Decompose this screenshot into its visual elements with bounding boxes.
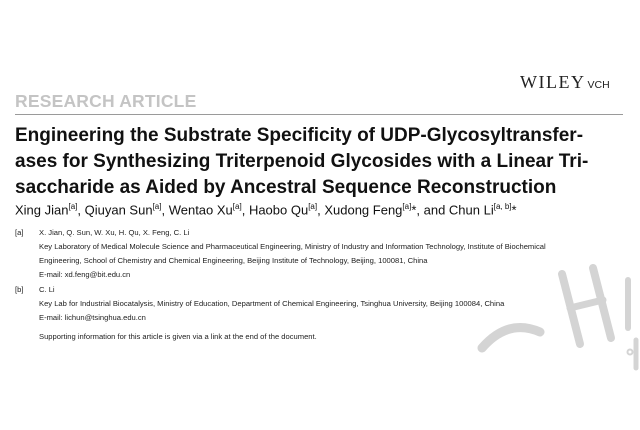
watermark-stroke: [570, 300, 603, 308]
supporting-info-note: Supporting information for this article is given via a link at the end of the document.: [39, 332, 317, 341]
author-affiliation-marker: [a]: [68, 202, 78, 211]
author-separator: ,: [161, 202, 169, 218]
publisher-logo-sub: VCH: [587, 79, 610, 91]
affiliation-label: [a]: [15, 228, 24, 237]
affiliation-email[interactable]: E-mail: lichun@tsinghua.edu.cn: [39, 313, 146, 322]
watermark-dot: [628, 350, 633, 355]
author-separator: ,: [317, 202, 325, 218]
author-list: [15, 198, 517, 218]
title-line: ases for Synthesizing Triterpenoid Glycosides with a Linear Tri-: [15, 151, 589, 172]
author-name: Haobo Qu: [248, 202, 309, 218]
affiliation-line: C. Li: [39, 285, 55, 294]
affiliation-line: X. Jian, Q. Sun, W. Xu, H. Qu, X. Feng, C. Li: [39, 228, 190, 237]
header-divider: [15, 114, 623, 115]
corresponding-author-mark: *: [511, 202, 517, 218]
affiliation-label: [b]: [15, 285, 24, 294]
author-separator: ,: [241, 202, 249, 218]
author-name: Xing Jian: [15, 202, 69, 218]
author-affiliation-marker: [a]: [152, 202, 162, 211]
watermark-graphic: [440, 240, 640, 430]
author-affiliation-marker: [a]: [402, 202, 412, 211]
author-separator: ,: [77, 202, 85, 218]
title-line: Engineering the Substrate Specificity of UDP-Glycosyltransfer-: [15, 125, 584, 146]
author-name: Xudong Feng: [324, 202, 403, 218]
watermark: [440, 240, 640, 430]
watermark-stroke: [482, 328, 540, 348]
affiliation-line: Key Lab for Industrial Biocatalysis, Ministry of Education, Department of Chemical Engineering, Tsinghua University, Beijing 100084, China: [39, 299, 505, 308]
author-affiliation-marker: [a]: [308, 202, 318, 211]
affiliation-email[interactable]: E-mail: xd.feng@bit.edu.cn: [39, 270, 131, 279]
author-name: Chun Li: [448, 202, 494, 218]
affiliation-line: Engineering, School of Chemistry and Chemical Engineering, Beijing Institute of Technology, Beijing, 100081, China: [39, 256, 428, 265]
corresponding-author-mark: *: [411, 202, 417, 218]
author-separator: , and: [416, 202, 449, 218]
author-affiliation-marker: [a, b]: [493, 202, 512, 211]
author-name: Qiuyan Sun: [84, 202, 153, 218]
author-affiliation-marker: [a]: [232, 202, 242, 211]
article-title: [15, 123, 615, 201]
author-name: Wentao Xu: [168, 202, 233, 218]
publisher-logo: [520, 72, 610, 93]
publisher-logo-main: WILEY: [520, 72, 586, 92]
affiliation-line: Key Laboratory of Medical Molecule Science and Pharmaceutical Engineering, Ministry of Industry and Information Technology, Institute of Biochemical: [39, 242, 546, 251]
title-line: saccharide as Aided by Ancestral Sequence Reconstruction: [15, 177, 557, 198]
article-type-label: RESEARCH ARTICLE: [15, 91, 197, 111]
